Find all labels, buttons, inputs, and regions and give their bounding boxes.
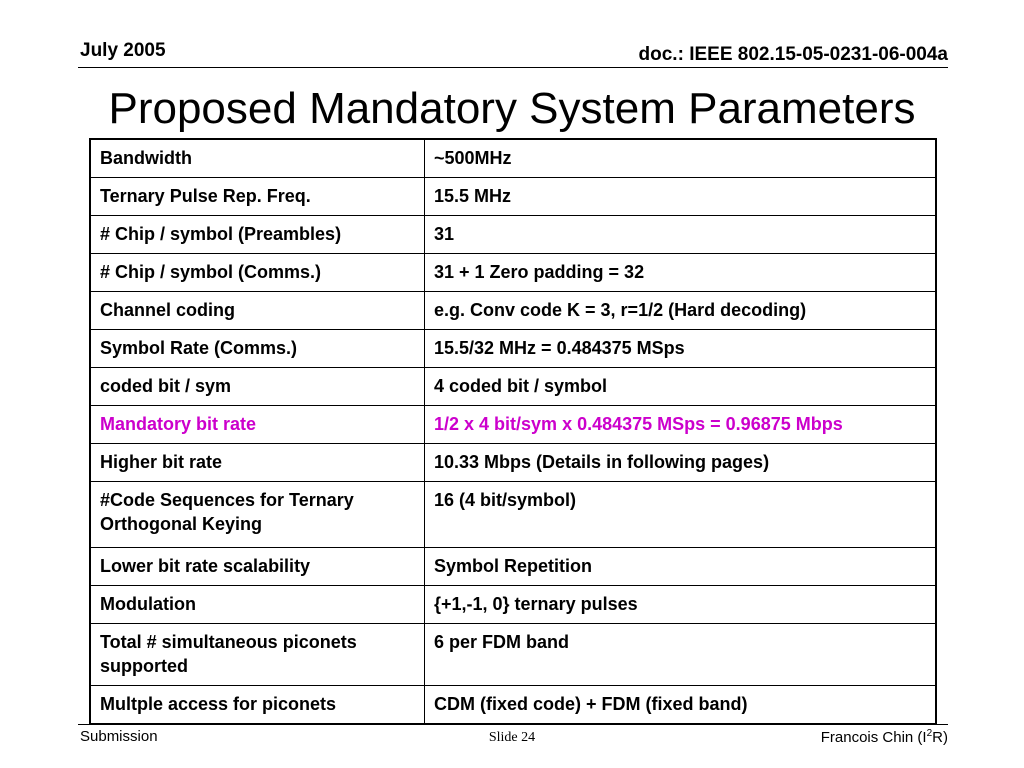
table-row <box>90 444 936 482</box>
param-value: 15.5 MHz <box>425 178 937 216</box>
header-date: July 2005 <box>80 40 166 61</box>
footer-author <box>821 728 948 746</box>
param-name: Mandatory bit rate <box>90 406 425 444</box>
table-row <box>90 330 936 368</box>
param-value: 1/2 x 4 bit/sym x 0.484375 MSps = 0.96875 Mbps <box>425 406 937 444</box>
table-row <box>90 686 936 725</box>
footer-submission: Submission <box>80 728 158 745</box>
param-name: coded bit / sym <box>90 368 425 406</box>
param-value: 10.33 Mbps (Details in following pages) <box>425 444 937 482</box>
table-row <box>90 586 936 624</box>
param-value: 31 <box>425 216 937 254</box>
author-prefix: Francois Chin (I <box>820 729 927 746</box>
param-name: Total # simultaneous piconets supported <box>90 624 425 686</box>
table-row <box>90 368 936 406</box>
param-value: Symbol Repetition <box>425 548 937 586</box>
param-name: #Code Sequences for Ternary Orthogonal Keying <box>90 482 425 548</box>
footer-slide-number: Slide 24 <box>488 730 536 745</box>
param-value: 16 (4 bit/symbol) <box>425 482 937 548</box>
param-value: 15.5/32 MHz = 0.484375 MSps <box>425 330 937 368</box>
param-name: Bandwidth <box>90 139 425 178</box>
footer-divider <box>78 724 948 725</box>
table-row <box>90 139 936 178</box>
param-value: ~500MHz <box>425 139 937 178</box>
param-value: CDM (fixed code) + FDM (fixed band) <box>425 686 937 725</box>
author-suffix: R) <box>932 729 948 746</box>
header-doc-id: doc.: IEEE 802.15-05-0231-06-004a <box>638 44 948 65</box>
param-value: 31 + 1 Zero padding = 32 <box>425 254 937 292</box>
table-row <box>90 548 936 586</box>
table-row <box>90 482 936 548</box>
param-value: 4 coded bit / symbol <box>425 368 937 406</box>
table-row <box>90 254 936 292</box>
param-name: # Chip / symbol (Comms.) <box>90 254 425 292</box>
param-value: 6 per FDM band <box>425 624 937 686</box>
header-divider <box>78 67 948 68</box>
param-value: e.g. Conv code K = 3, r=1/2 (Hard decoding) <box>425 292 937 330</box>
param-name: Modulation <box>90 586 425 624</box>
parameters-table <box>89 138 937 725</box>
param-name: Higher bit rate <box>90 444 425 482</box>
param-name: Symbol Rate (Comms.) <box>90 330 425 368</box>
table-row-highlighted <box>90 406 936 444</box>
slide-title: Proposed Mandatory System Parameters <box>108 84 916 133</box>
table-row <box>90 292 936 330</box>
author-superscript: 2 <box>926 728 933 739</box>
param-name: Ternary Pulse Rep. Freq. <box>90 178 425 216</box>
param-name: # Chip / symbol (Preambles) <box>90 216 425 254</box>
table-row <box>90 178 936 216</box>
table-row <box>90 216 936 254</box>
table-row <box>90 624 936 686</box>
param-name: Channel coding <box>90 292 425 330</box>
param-name: Multple access for piconets <box>90 686 425 725</box>
param-name: Lower bit rate scalability <box>90 548 425 586</box>
param-value: {+1,-1, 0} ternary pulses <box>425 586 937 624</box>
